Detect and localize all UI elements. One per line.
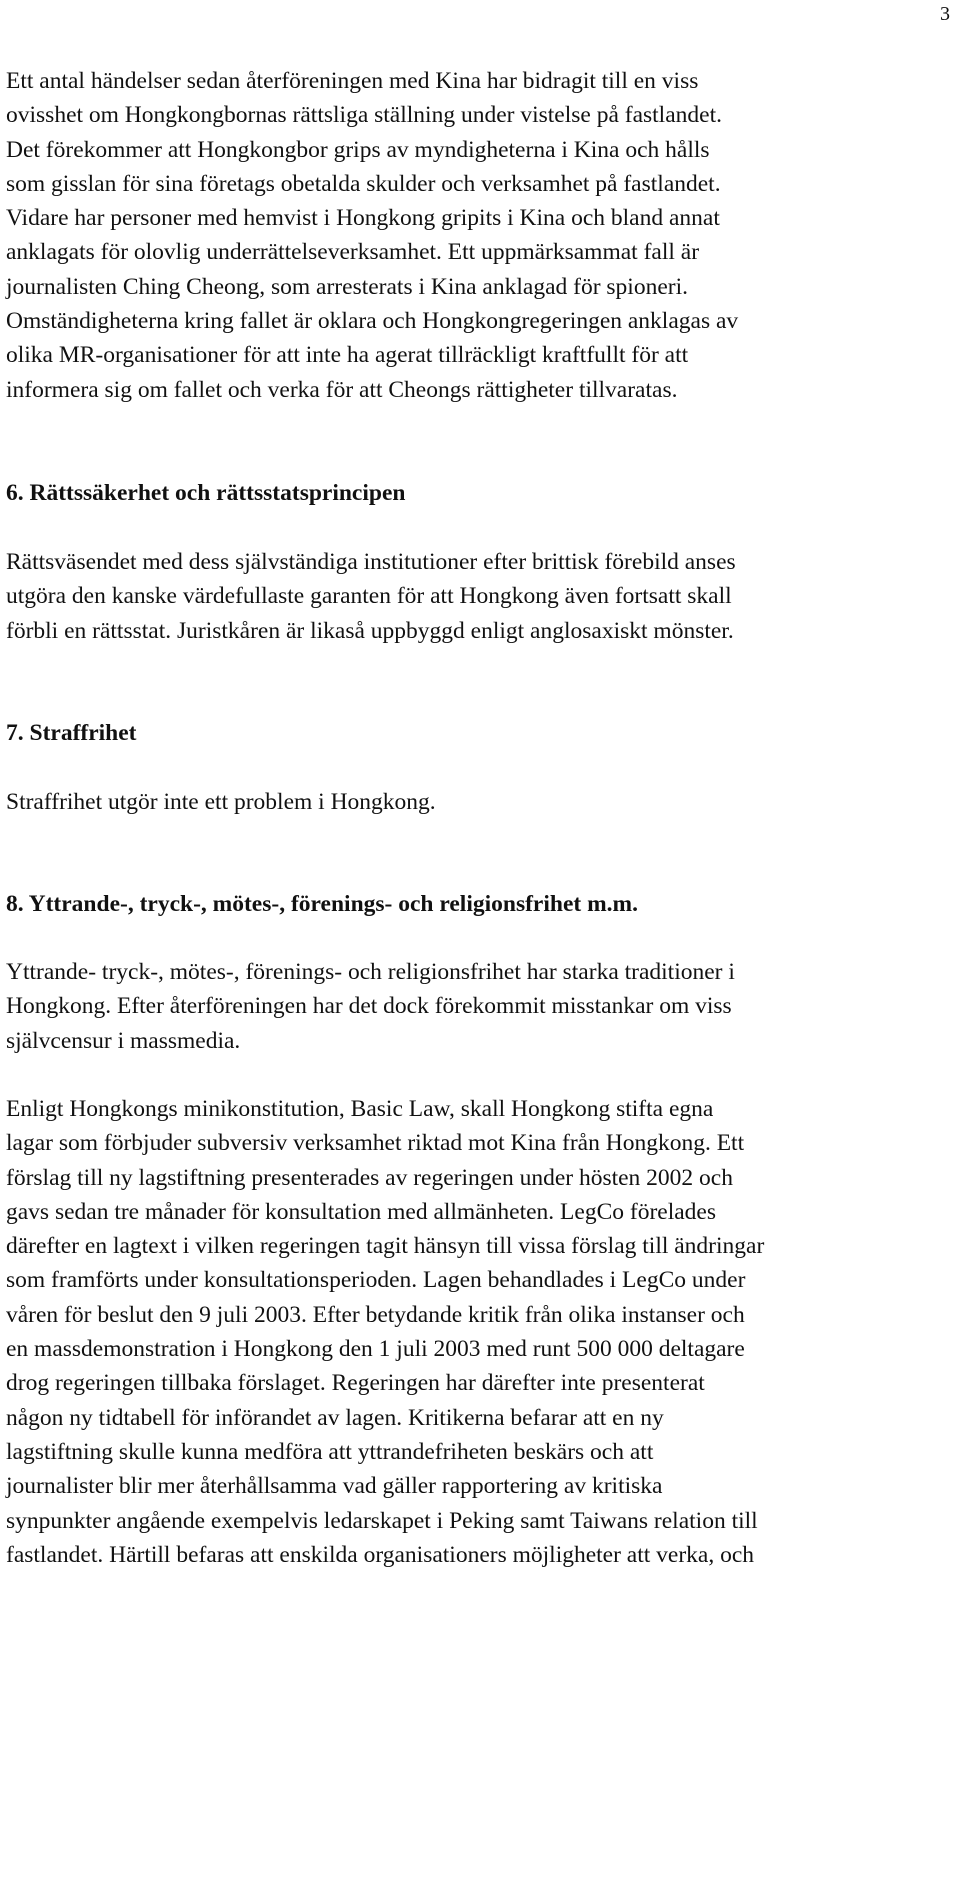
text-line: förbli en rättsstat. Juristkåren är likaså uppbyggd enligt anglosaxiskt mönster. (6, 617, 734, 644)
text-line: lagstiftning skulle kunna medföra att yttrandefriheten beskärs och att (6, 1438, 654, 1465)
text-line: synpunkter angående exempelvis ledarskapet i Peking samt Taiwans relation till (6, 1507, 758, 1534)
text-line: Det förekommer att Hongkongbor grips av myndigheterna i Kina och hålls (6, 136, 710, 163)
text-line: Rättsväsendet med dess självständiga institutioner efter brittisk förebild anses (6, 549, 736, 575)
text-line: våren för beslut den 9 juli 2003. Efter betydande kritik från olika instanser och (6, 1301, 745, 1328)
text-line: olika MR-organisationer för att inte ha agerat tillräckligt kraftfullt för att (6, 342, 689, 369)
section-8-paragraph-1 (6, 955, 954, 1058)
text-line: gavs sedan tre månader för konsultation med allmänheten. LegCo förelades (6, 1198, 716, 1225)
section-8-paragraph-2 (6, 1092, 954, 1572)
text-line: Vidare har personer med hemvist i Hongkong gripits i Kina och bland annat (6, 205, 720, 232)
text-line: utgöra den kanske värdefullaste garanten för att Hongkong även fortsatt skall (6, 583, 732, 610)
text-line: förslag till ny lagstiftning presenterades av regeringen under hösten 2002 och (6, 1164, 733, 1191)
text-line: självcensur i massmedia. (6, 1027, 241, 1054)
text-line: fastlandet. Härtill befaras att enskilda organisationers möjligheter att verka, och (6, 1541, 755, 1568)
text-line: Hongkong. Efter återföreningen har det dock förekommit misstankar om viss (6, 993, 732, 1020)
text-line: därefter en lagtext i vilken regeringen tagit hänsyn till vissa förslag till ändringar (6, 1233, 765, 1260)
text-line: drog regeringen tillbaka förslaget. Regeringen har därefter inte presenterat (6, 1370, 705, 1397)
text-line: anklagats för olovlig underrättelseverksamhet. Ett uppmärksammat fall är (6, 239, 700, 266)
section-7-paragraph (6, 785, 954, 819)
text-line: Omständigheterna kring fallet är oklara och Hongkongregeringen anklagas av (6, 308, 739, 335)
text-line: Yttrande- tryck-, mötes-, förenings- och religionsfrihet har starka traditioner i (6, 959, 735, 985)
text-line: som gisslan för sina företags obetalda skulder och verksamhet på fastlandet. (6, 170, 721, 197)
section-8-heading: 8. Yttrande-, tryck-, mötes-, förenings- och religionsfrihet m.m. (6, 891, 638, 917)
text-line: ovisshet om Hongkongbornas rättsliga ställning under vistelse på fastlandet. (6, 102, 722, 129)
text-line: en massdemonstration i Hongkong den 1 juli 2003 med runt 500 000 deltagare (6, 1336, 745, 1363)
section-6-paragraph (6, 545, 954, 648)
text-line: som framförts under konsultationsperioden. Lagen behandlades i LegCo under (6, 1267, 746, 1294)
section-6-heading: 6. Rättssäkerhet och rättsstatsprincipen (6, 480, 406, 506)
text-line: någon ny tidtabell för införandet av lagen. Kritikerna befarar att en ny (6, 1404, 664, 1431)
text-line: informera sig om fallet och verka för att Cheongs rättigheter tillvaratas. (6, 376, 678, 403)
text-line: journalister blir mer återhållsamma vad gäller rapportering av kritiska (6, 1473, 663, 1500)
page-number: 3 (940, 3, 950, 25)
intro-paragraph (6, 64, 954, 407)
text-line: Straffrihet utgör inte ett problem i Hongkong. (6, 789, 436, 815)
text-line: lagar som förbjuder subversiv verksamhet riktad mot Kina från Hongkong. Ett (6, 1130, 745, 1157)
text-line: journalisten Ching Cheong, som arresterats i Kina anklagad för spioneri. (6, 273, 688, 300)
text-line: Enligt Hongkongs minikonstitution, Basic Law, skall Hongkong stifta egna (6, 1096, 714, 1122)
section-7-heading: 7. Straffrihet (6, 720, 137, 746)
text-line: Ett antal händelser sedan återföreningen med Kina har bidragit till en viss (6, 68, 699, 94)
